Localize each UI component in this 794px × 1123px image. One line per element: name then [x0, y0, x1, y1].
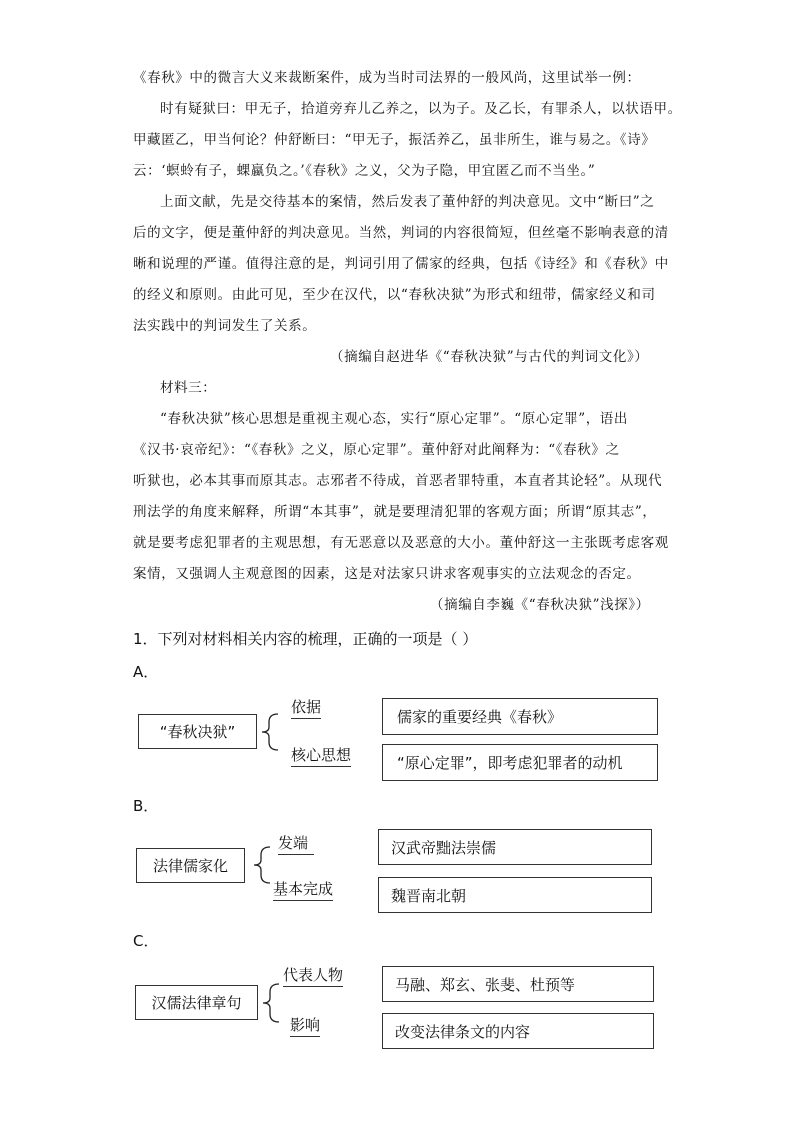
- option-a-box-2-text: “原心定罪”，即考虑犯罪者的动机: [397, 754, 623, 772]
- passage-line-3: 甲藏匿乙，甲当何论？仲舒断曰：“甲无子，振活养乙，虽非所生，谁与易之。《诗》: [133, 132, 656, 148]
- question-stem: 1．下列对材料相关内容的梳理，正确的一项是（ ）: [133, 630, 478, 648]
- passage-line-7: 晰和说理的严谨。值得注意的是，判词引用了儒家的经典，包括《诗经》和《春秋》中: [133, 256, 669, 272]
- option-b-label-1: 发端: [278, 833, 314, 855]
- passage-line-1: 《春秋》中的微言大义来裁断案件，成为当时司法界的一般风尚，这里试举一例：: [133, 70, 641, 86]
- option-a-label-1: 依据: [291, 697, 321, 719]
- option-b-box-1-text: 汉武帝黜法崇儒: [391, 838, 497, 857]
- source-citation-1: （摘编自赵进华《“春秋决狱”与古代的判词文化》）: [330, 349, 649, 365]
- passage-line-5: 上面文献，先是交待基本的案情，然后发表了董仲舒的判决意见。文中“断曰”之: [160, 194, 655, 210]
- option-b-letter: B．: [133, 797, 159, 815]
- option-a-letter: A．: [133, 663, 159, 681]
- option-c-brace: [261, 983, 281, 1023]
- passage2-line-3: 听狱也，必本其事而原其志。志邪者不待成，首恶者罪特重，本直者其论轻”。从现代: [133, 473, 663, 489]
- option-a-box-1: [382, 698, 658, 735]
- material-label: 材料三：: [160, 380, 217, 396]
- option-b-brace: [252, 846, 272, 884]
- option-c-box-2-text: 改变法律条文的内容: [395, 1022, 531, 1041]
- option-b-topic-box: [136, 848, 245, 883]
- option-c-box-1: [382, 966, 654, 1002]
- passage-line-6: 后的文字，便是董仲舒的判决意见。当然，判词的内容很简短，但丝毫不影响表意的清: [133, 225, 669, 241]
- option-a-box-1-text: 儒家的重要经典《春秋》: [397, 708, 563, 726]
- passage-line-4: 云：‘螟蛉有子，蜾蠃负之。’《春秋》之义，父为子隐，甲宜匿乙而不当坐。”: [133, 163, 596, 179]
- option-a-topic: “春秋决狱”: [159, 723, 236, 741]
- passage-line-2: 时有疑狱曰：甲无子，拾道旁弃儿乙养之，以为子。及乙长，有罪杀人，以状语甲。: [160, 101, 682, 117]
- option-c-letter: C．: [133, 932, 159, 950]
- passage2-line-4: 刑法学的角度来解释，所谓“本其事”，就是要理清犯罪的客观方面；所谓“原其志”，: [133, 504, 657, 520]
- option-a-topic-box: [138, 714, 257, 749]
- option-c-box-2: [382, 1013, 654, 1049]
- passage2-line-1: “春秋决狱”核心思想是重视主观心态，实行“原心定罪”。“原心定罪”，语出: [160, 411, 629, 427]
- option-b-label-2: 基本完成: [273, 879, 333, 901]
- option-a-label-2: 核心思想: [291, 745, 351, 767]
- passage2-line-2: 《汉书·哀帝纪》：“《春秋》之义，原心定罪”。董仲舒对此阐释为：“《春秋》之: [133, 442, 620, 458]
- option-b-box-2-text: 魏晋南北朝: [391, 886, 467, 905]
- passage-line-8: 的经义和原则。由此可见，至少在汉代，以“春秋决狱”为形式和纽带，儒家经义和司: [133, 287, 656, 303]
- option-c-topic-box: [135, 985, 258, 1020]
- option-b-topic: 法律儒家化: [152, 857, 228, 875]
- passage2-line-6: 案情，又强调人主观意图的因素，这是对法家只讲求客观事实的立法观念的否定。: [133, 566, 641, 582]
- source-citation-2: （摘编自李巍《“春秋决狱”浅探》）: [430, 597, 650, 613]
- passage-line-9: 法实践中的判词发生了关系。: [133, 318, 317, 334]
- option-a-box-2: [382, 744, 658, 781]
- option-b-box-2: [378, 877, 652, 913]
- passage2-line-5: 就是要考虑犯罪者的主观思想，有无恶意以及恶意的大小。董仲舒这一主张既考虑客观: [133, 535, 669, 551]
- option-c-label-1: 代表人物: [283, 965, 343, 987]
- option-c-box-1-text: 马融、郑玄、张斐、杜预等: [395, 975, 576, 994]
- option-a-brace: [260, 713, 280, 751]
- option-b-box-1: [378, 829, 652, 865]
- option-c-topic: 汉儒法律章句: [151, 994, 242, 1012]
- option-c-label-2: 影响: [290, 1015, 320, 1037]
